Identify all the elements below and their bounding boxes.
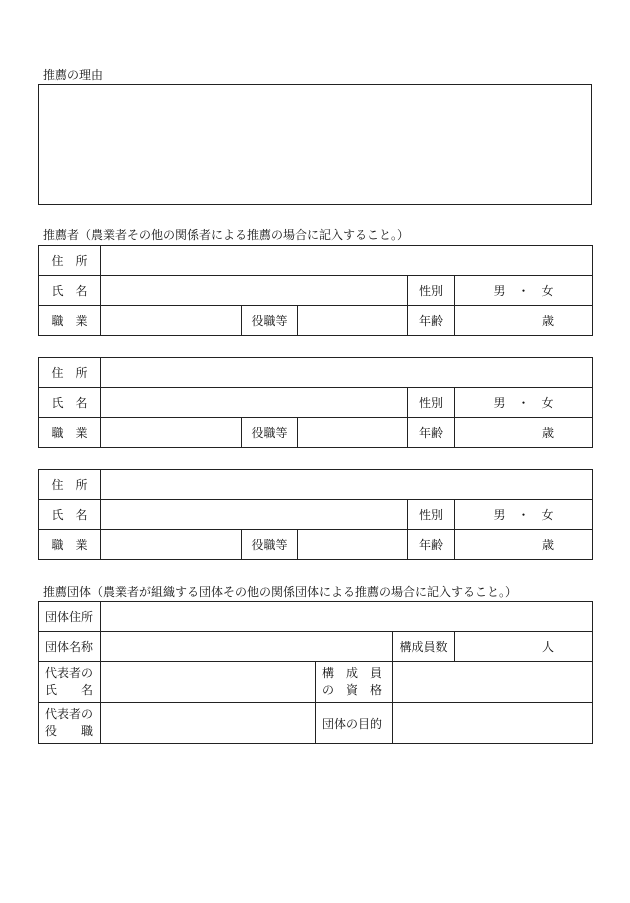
rep-name-label-line1: 代表者の [45, 666, 94, 680]
age-label: 年齢 [408, 418, 455, 448]
recommender-table-2 [38, 357, 593, 448]
purpose-field[interactable] [393, 703, 593, 744]
occupation-field[interactable] [101, 530, 242, 560]
age-field[interactable]: 歳 [455, 306, 593, 336]
member-count-label: 構成員数 [393, 632, 455, 662]
purpose-label: 団体の目的 [316, 703, 393, 744]
age-field[interactable]: 歳 [455, 418, 593, 448]
position-label: 役職等 [242, 530, 298, 560]
occupation-label: 職 業 [39, 418, 101, 448]
member-count-field[interactable]: 人 [455, 632, 593, 662]
age-label: 年齢 [408, 530, 455, 560]
address-label: 住 所 [39, 246, 101, 276]
name-field[interactable] [101, 276, 408, 306]
occupation-label: 職 業 [39, 530, 101, 560]
gender-label: 性別 [408, 276, 455, 306]
group-address-label: 団体住所 [39, 602, 101, 632]
rep-position-label [39, 703, 101, 744]
name-field[interactable] [101, 388, 408, 418]
position-label: 役職等 [242, 306, 298, 336]
occupation-label: 職 業 [39, 306, 101, 336]
age-field[interactable]: 歳 [455, 530, 593, 560]
occupation-field[interactable] [101, 306, 242, 336]
name-label: 氏 名 [39, 388, 101, 418]
address-label: 住 所 [39, 358, 101, 388]
group-name-field[interactable] [101, 632, 393, 662]
address-field[interactable] [101, 358, 593, 388]
position-field[interactable] [298, 530, 408, 560]
reason-textarea[interactable] [38, 84, 592, 205]
group-address-field[interactable] [101, 602, 593, 632]
gender-label: 性別 [408, 388, 455, 418]
qualification-field[interactable] [393, 662, 593, 703]
position-label: 役職等 [242, 418, 298, 448]
group-table [38, 601, 593, 744]
name-label: 氏 名 [39, 500, 101, 530]
age-label: 年齢 [408, 306, 455, 336]
qualification-label [316, 662, 393, 703]
address-field[interactable] [101, 470, 593, 500]
rep-name-label [39, 662, 101, 703]
occupation-field[interactable] [101, 418, 242, 448]
group-heading: 推薦団体（農業者が組織する団体その他の関係団体による推薦の場合に記入すること。） [43, 585, 518, 599]
rep-position-label-line2: 役 職 [45, 724, 94, 738]
position-field[interactable] [298, 306, 408, 336]
rep-position-label-line1: 代表者の [45, 707, 94, 721]
gender-field[interactable]: 男 ・ 女 [455, 276, 593, 306]
rep-name-field[interactable] [101, 662, 316, 703]
gender-field[interactable]: 男 ・ 女 [455, 388, 593, 418]
group-name-label: 団体名称 [39, 632, 101, 662]
name-field[interactable] [101, 500, 408, 530]
recommender-table-1 [38, 245, 593, 336]
gender-label: 性別 [408, 500, 455, 530]
rep-name-label-line2: 氏 名 [45, 683, 94, 697]
gender-field[interactable]: 男 ・ 女 [455, 500, 593, 530]
reason-heading: 推薦の理由 [43, 68, 104, 82]
qualification-label-line1: 構 成 員 [322, 666, 383, 680]
recommender-heading: 推薦者（農業者その他の関係者による推薦の場合に記入すること。） [43, 228, 410, 242]
name-label: 氏 名 [39, 276, 101, 306]
address-field[interactable] [101, 246, 593, 276]
qualification-label-line2: の 資 格 [322, 683, 383, 697]
position-field[interactable] [298, 418, 408, 448]
rep-position-field[interactable] [101, 703, 316, 744]
recommender-table-3 [38, 469, 593, 560]
address-label: 住 所 [39, 470, 101, 500]
